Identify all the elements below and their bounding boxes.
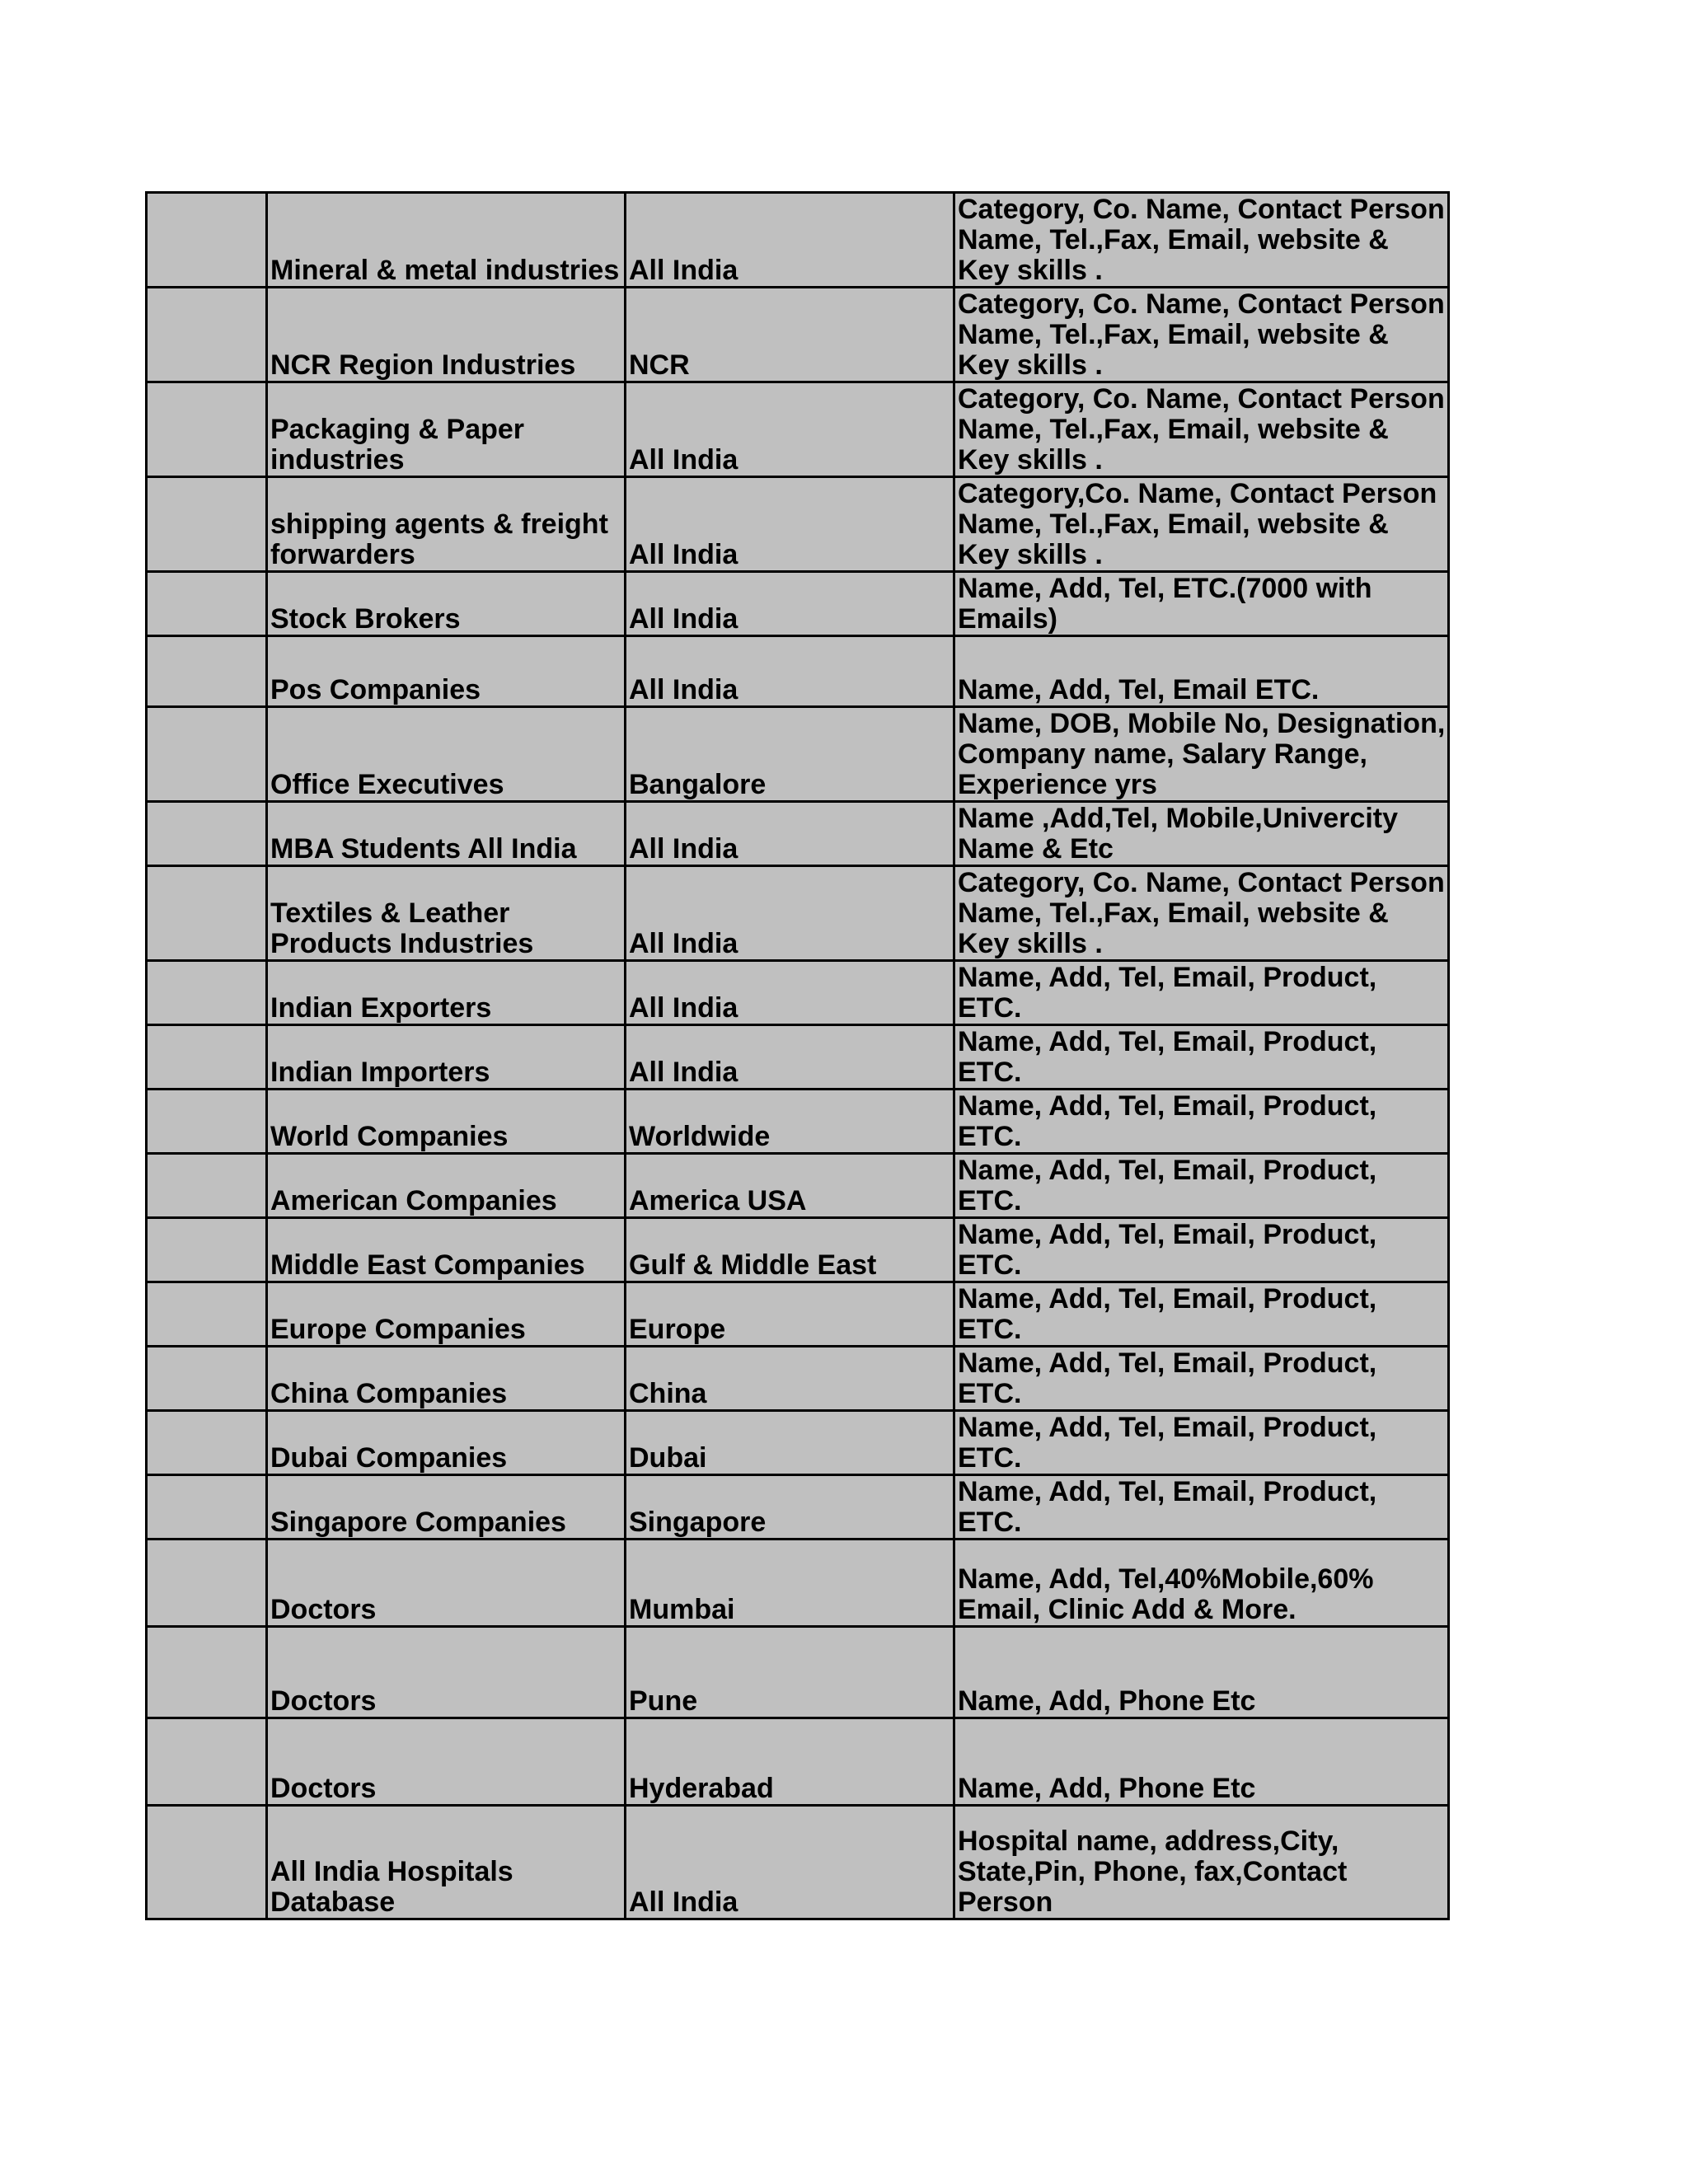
index-cell [147,1627,267,1718]
category-cell: Doctors [267,1540,626,1627]
region-cell: Gulf & Middle East [626,1218,954,1282]
index-cell [147,1218,267,1282]
table-row [147,1627,1449,1718]
table-row [147,636,1449,707]
table-row [147,1154,1449,1218]
index-cell [147,1806,267,1919]
table-row [147,1090,1449,1154]
category-cell: Dubai Companies [267,1411,626,1475]
region-cell: All India [626,866,954,961]
region-cell: NCR [626,288,954,382]
region-cell: All India [626,477,954,572]
region-cell: All India [626,961,954,1025]
category-cell: shipping agents & freight forwarders [267,477,626,572]
category-cell: Textiles & Leather Products Industries [267,866,626,961]
table-row [147,1025,1449,1090]
region-cell: All India [626,636,954,707]
table-row [147,1718,1449,1806]
fields-cell: Category,Co. Name, Contact Person Name, Tel.,Fax, Email, website & Key skills . [954,477,1449,572]
database-listing-table [145,191,1450,1920]
fields-cell: Name, Add, Tel, Email, Product, ETC. [954,1154,1449,1218]
table-row [147,572,1449,636]
region-cell: All India [626,1806,954,1919]
fields-cell: Name, Add, Tel, Email, Product, ETC. [954,1411,1449,1475]
region-cell: China [626,1347,954,1411]
category-cell: NCR Region Industries [267,288,626,382]
category-cell: China Companies [267,1347,626,1411]
category-cell: World Companies [267,1090,626,1154]
region-cell: Singapore [626,1475,954,1540]
fields-cell: Category, Co. Name, Contact Person Name, Tel.,Fax, Email, website & Key skills . [954,288,1449,382]
fields-cell: Name, Add, Phone Etc [954,1718,1449,1806]
category-cell: MBA Students All India [267,802,626,866]
fields-cell: Name, Add, Tel, Email, Product, ETC. [954,1347,1449,1411]
region-cell: Bangalore [626,707,954,802]
region-cell: Pune [626,1627,954,1718]
category-cell: Doctors [267,1718,626,1806]
index-cell [147,707,267,802]
category-cell: Europe Companies [267,1282,626,1347]
fields-cell: Category, Co. Name, Contact Person Name, Tel.,Fax, Email, website & Key skills . [954,382,1449,477]
region-cell: All India [626,382,954,477]
fields-cell: Category, Co. Name, Contact Person Name, Tel.,Fax, Email, website & Key skills . [954,193,1449,288]
index-cell [147,382,267,477]
index-cell [147,802,267,866]
fields-cell: Name, Add, Tel, Email, Product, ETC. [954,1090,1449,1154]
fields-cell: Name, Add, Tel, Email, Product, ETC. [954,1282,1449,1347]
fields-cell: Name, DOB, Mobile No, Designation, Company name, Salary Range, Experience yrs [954,707,1449,802]
fields-cell: Name, Add, Tel, ETC.(7000 with Emails) [954,572,1449,636]
table-row [147,477,1449,572]
index-cell [147,1282,267,1347]
category-cell: Stock Brokers [267,572,626,636]
table-row [147,1218,1449,1282]
table-row [147,1806,1449,1919]
index-cell [147,572,267,636]
table-row [147,1347,1449,1411]
category-cell: Pos Companies [267,636,626,707]
index-cell [147,1090,267,1154]
fields-cell: Name ,Add,Tel, Mobile,Univercity Name & Etc [954,802,1449,866]
category-cell: Singapore Companies [267,1475,626,1540]
region-cell: Europe [626,1282,954,1347]
index-cell [147,1025,267,1090]
table-row [147,193,1449,288]
fields-cell: Hospital name, address,City, State,Pin, Phone, fax,Contact Person [954,1806,1449,1919]
table-row [147,1282,1449,1347]
fields-cell: Name, Add, Tel, Email, Product, ETC. [954,1025,1449,1090]
table-row [147,707,1449,802]
table-row [147,961,1449,1025]
category-cell: Office Executives [267,707,626,802]
index-cell [147,477,267,572]
region-cell: All India [626,1025,954,1090]
region-cell: All India [626,572,954,636]
category-cell: All India Hospitals Database [267,1806,626,1919]
fields-cell: Name, Add, Phone Etc [954,1627,1449,1718]
fields-cell: Name, Add, Tel,40%Mobile,60% Email, Clinic Add & More. [954,1540,1449,1627]
region-cell: All India [626,193,954,288]
category-cell: Indian Importers [267,1025,626,1090]
index-cell [147,288,267,382]
index-cell [147,1718,267,1806]
table-row [147,1411,1449,1475]
index-cell [147,1540,267,1627]
region-cell: Hyderabad [626,1718,954,1806]
index-cell [147,961,267,1025]
category-cell: Mineral & metal industries [267,193,626,288]
category-cell: Indian Exporters [267,961,626,1025]
fields-cell: Name, Add, Tel, Email ETC. [954,636,1449,707]
index-cell [147,1347,267,1411]
index-cell [147,1475,267,1540]
table-row [147,802,1449,866]
table-row [147,288,1449,382]
category-cell: Doctors [267,1627,626,1718]
fields-cell: Name, Add, Tel, Email, Product, ETC. [954,1218,1449,1282]
region-cell: Dubai [626,1411,954,1475]
index-cell [147,1154,267,1218]
fields-cell: Name, Add, Tel, Email, Product, ETC. [954,1475,1449,1540]
region-cell: All India [626,802,954,866]
index-cell [147,866,267,961]
fields-cell: Name, Add, Tel, Email, Product, ETC. [954,961,1449,1025]
region-cell: Worldwide [626,1090,954,1154]
region-cell: America USA [626,1154,954,1218]
index-cell [147,193,267,288]
category-cell: American Companies [267,1154,626,1218]
table-row [147,1475,1449,1540]
index-cell [147,636,267,707]
table-row [147,1540,1449,1627]
fields-cell: Category, Co. Name, Contact Person Name, Tel.,Fax, Email, website & Key skills . [954,866,1449,961]
table-row [147,382,1449,477]
index-cell [147,1411,267,1475]
table-row [147,866,1449,961]
category-cell: Middle East Companies [267,1218,626,1282]
category-cell: Packaging & Paper industries [267,382,626,477]
region-cell: Mumbai [626,1540,954,1627]
